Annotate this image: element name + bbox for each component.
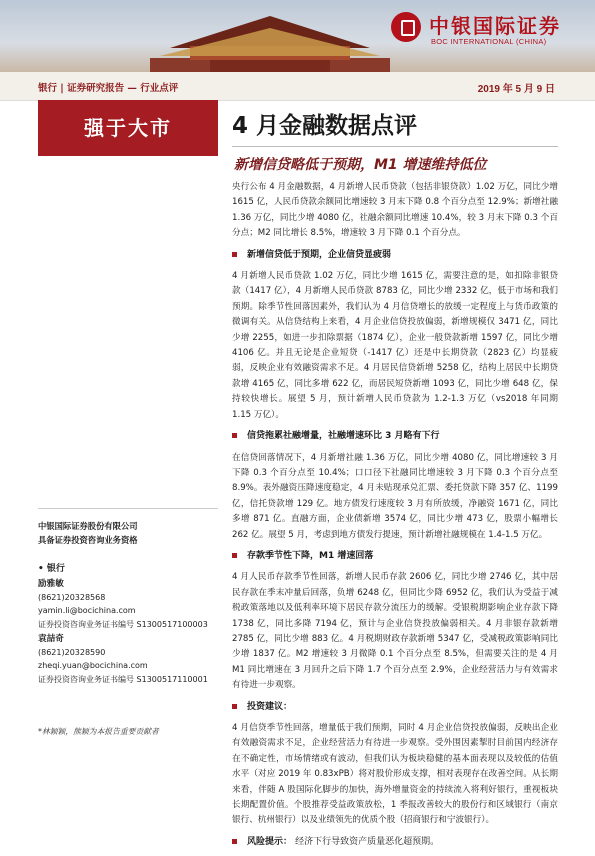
bullet-square-icon (232, 553, 237, 558)
section-heading (232, 429, 558, 444)
analyst-email[interactable]: zheqi.yuan@bocichina.com (38, 661, 148, 671)
section-paragraph: 4 月信贷季节性回落，增量低于我们预期，同时 4 月企业信贷投放偏弱，反映出企业有效融资需求不足，企业经营活力有待进一步观察。受外围因素掣肘目前国内经济存在不确定性，市场情绪或有波动，但我们认为板块稳健的基本面表现以及较低的估值水平（对应 2019 年 0.83xPB）将对股价形成支撑，相对表现存在改善空间。从长期来看，伴随 A 股国际化脚步的加快，海外增量资金的持续流入将利好银行，重视板块长期配置价值。个股推荐受益政策放松，1 季报改善较大的股份行和区域银行（南京银行、杭州银行）以及业绩领先的优质个股（招商银行和宁波银行）。 (232, 723, 558, 826)
rating-label: 强于大市 (84, 116, 172, 140)
section-heading (232, 835, 558, 850)
palace-roof-image (150, 8, 390, 72)
bullet-square-icon (232, 839, 237, 844)
section-heading-text: 信贷拖累社融增量，社融增速环比 3 月略有下行 (247, 431, 440, 442)
analyst-phone: (8621)20328568 (38, 593, 106, 603)
logo-english: BOC INTERNATIONAL (CHINA) (431, 37, 547, 46)
analyst-name: 励雅敏 (38, 579, 64, 589)
company-qualification: 具备证券投资咨询业务资格 (38, 535, 138, 545)
intro-paragraph: 央行公布 4 月金融数据，4 月新增人民币贷款（包括非银贷款）1.02 万亿，同比少增 1615 亿，人民币贷款余额同比增速较 3 月末下降 0.8 个百分点至 12.9%；新增社融 1.36 万亿，同比少增 4080 亿，社融余额同比增速 10.4%，较 3 月末下降 0.3 个百分点；M2 同比增长 8.5%，增速较 3 月下降 0.1 个百分点。 (232, 182, 558, 239)
section-heading-text: 存款季节性下降，M1 增速回落 (247, 550, 374, 561)
bullet-square-icon (232, 433, 237, 438)
report-body (232, 180, 558, 856)
boc-logo (391, 10, 581, 52)
contributor-footnote: *林颖颖，熊颖为本报告重要贡献者 (38, 727, 159, 736)
analyst-email[interactable]: yamin.li@bocichina.com (38, 606, 136, 616)
title-divider (232, 146, 558, 147)
boc-logo-icon (391, 12, 421, 42)
report-date: 2019 年 5 月 9 日 (477, 84, 555, 95)
analyst-name: 袁喆奇 (38, 634, 64, 644)
analyst-card (38, 578, 223, 631)
analyst-license: 证券投资咨询业务证书编号 S1300517110001 (38, 674, 208, 684)
risk-text: 经济下行导致资产质量恶化超预期。 (295, 836, 440, 847)
section-heading-text: 投资建议： (247, 701, 293, 712)
section-heading (232, 549, 558, 564)
section-paragraph: 4 月新增人民币贷款 1.02 万亿，同比少增 1615 亿，需要注意的是，如扣除非银贷款（1417 亿），4 月新增人民币贷款 8783 亿，同比少增 2332 亿，低于市场和我们预期。除季节性回落因素外，我们认为 4 月信贷增长的放缓一定程度上与货币政策的微调有关。从信贷结构上来看，4 月企业信贷投放偏弱，新增规模仅 3471 亿，同比少增 2255，如进一步扣除票据（1874 亿），企业一般贷款新增 1597 亿，同比少增 4106 亿。并且无论是企业短贷（-1417 亿）还是中长期贷款（2823 亿）均显疲弱，反映企业有效融资需求不足。4 月居民信贷新增 5258 亿，结构上居民中长期贷款增 4165 亿，同比多增 622 亿，而居民短贷新增 1093 亿，同比少增 648 亿，保持较快增长。展望 5 月，预计新增人民币贷款为 1.2-1.3 万亿（vs2018 年同期 1.15 万亿）。 (232, 271, 558, 420)
page-subtitle: 新增信贷略低于预期，M1 增速维持低位 (234, 157, 487, 173)
bullet-square-icon (232, 252, 237, 257)
company-block (38, 519, 218, 547)
sector-bullet-icon: • (38, 564, 47, 574)
header-banner (0, 0, 595, 72)
analyst-card (38, 633, 223, 686)
breadcrumb: 银行 | 证券研究报告 — 行业点评 (38, 83, 179, 94)
breadcrumb-bar (0, 72, 595, 101)
page-title: 4 月金融数据点评 (232, 113, 418, 139)
sidebar-divider (38, 508, 218, 509)
logo-chinese: 中银国际证券 (429, 14, 561, 38)
sector-label (38, 561, 218, 574)
section-heading-text: 新增信贷低于预期，企业信贷显疲弱 (247, 249, 392, 260)
section-paragraph: 在信贷回落情况下，4 月新增社融 1.36 万亿，同比少增 4080 亿，同比增速较 3 月下降 0.3 个百分点至 10.4%；口口径下社融同比增速较 3 月下降 0.3 个百分点至 8.9%。表外融资压降速度稳定，4 月未贴现承兑汇票、委托贷款下降 357 亿、1199 亿，信托贷款增 129 亿。地方债发行速度较 3 月有所放缓，净融资 1671 亿，同比多增 871 亿。直融方面，企业债新增 3574 亿，同比少增 473 亿，股票小幅增长 262 亿。展望 5 月，考虑到地方债发行提速，预计新增社融规模在 1.4-1.5 万亿。 (232, 452, 558, 540)
analyst-license: 证券投资咨询业务证书编号 S1300517100003 (38, 619, 208, 629)
bullet-square-icon (232, 704, 237, 709)
sector-name: 银行 (46, 564, 65, 574)
section-heading (232, 248, 558, 263)
company-name: 中银国际证券股份有限公司 (38, 521, 138, 531)
section-heading (232, 700, 558, 715)
analyst-phone: (8621)20328590 (38, 648, 106, 658)
section-paragraph: 4 月人民币存款季节性回落，新增人民币存款 2606 亿，同比少增 2746 亿，其中居民存款在季末冲量后回落，负增 6248 亿，但同比少降 6952 亿，我们认为受益于减税政策落地以及低利率环境下居民存款分流压力的缓解。受银税期影响企业存款下降 1738 亿，同比多降 7194 亿，预计与企业信贷投放偏弱相关。4 月非银存款新增 2785 亿，同比少增 883 亿。4 月税期财政存款新增 5347 亿，受减税政策影响同比少增 1837 亿。M2 增速较 3 月微降 0.1 个百分点至 8.5%，但需要关注的是 4 月 M1 同比增速在 3 月回升之后下降 1.7 个百分点至 2.9%，企业经营活力与有效需求有待进一步观察。 (232, 572, 558, 691)
section-heading-text: 风险提示： (247, 836, 293, 847)
